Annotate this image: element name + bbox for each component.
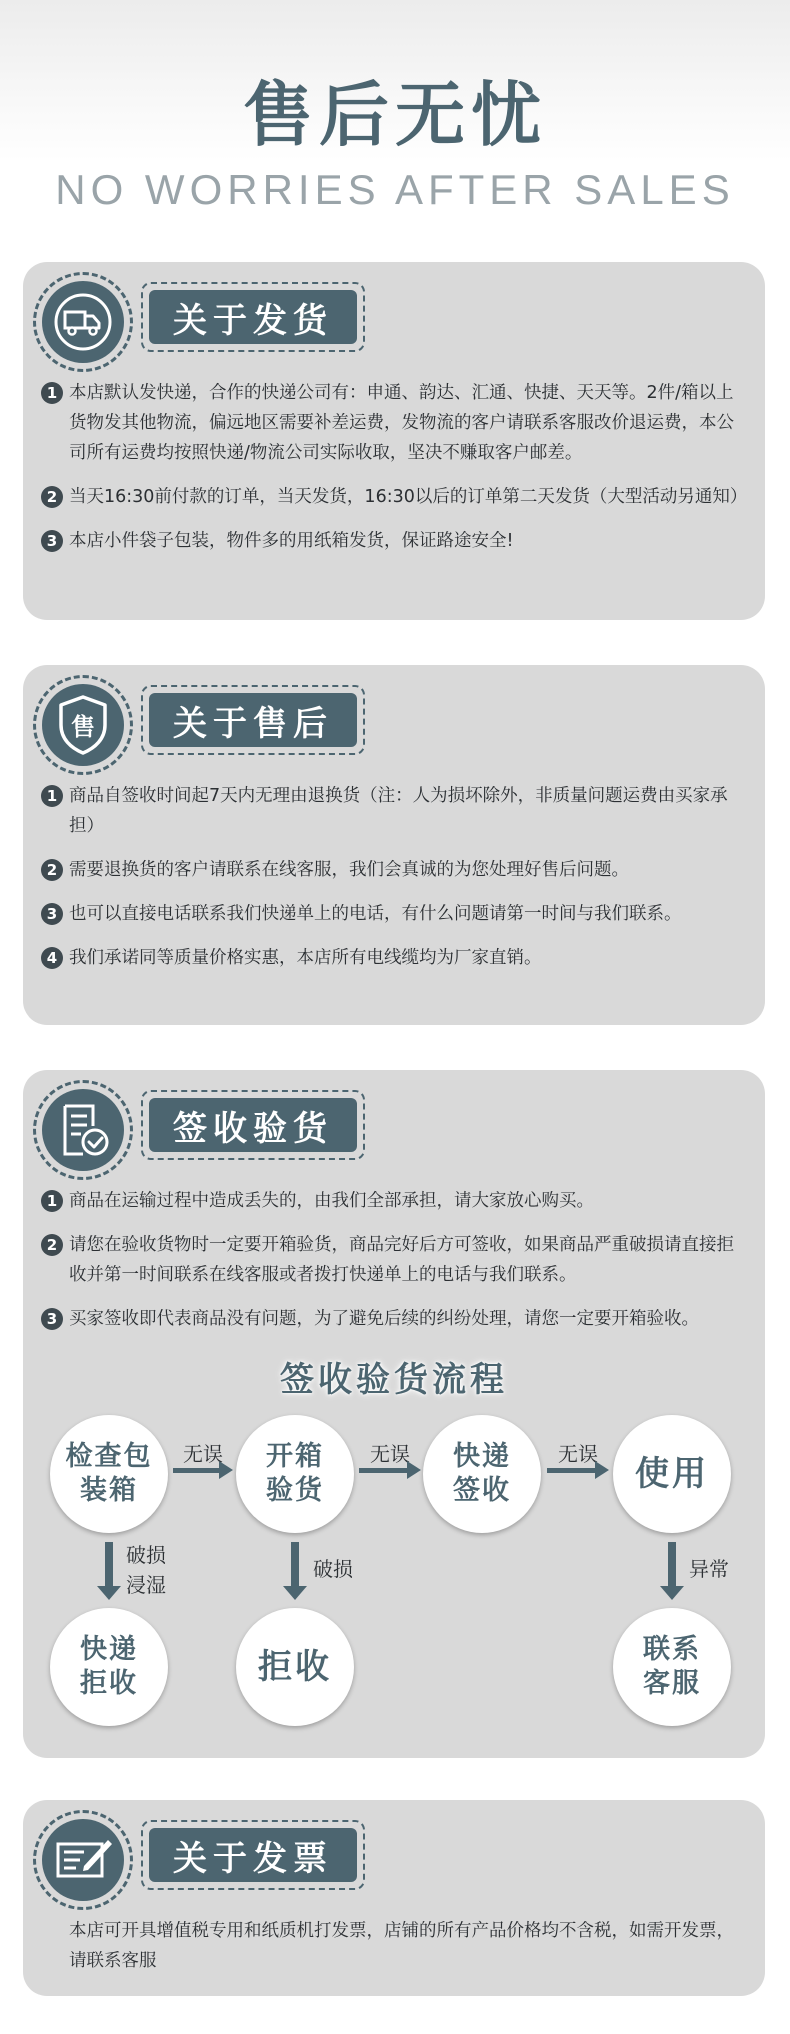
shield-icon-char: 售: [71, 713, 95, 741]
inspection-icon-badge: [33, 1080, 133, 1180]
list-item: [41, 482, 751, 512]
flow-arrow-open-to-reject: [288, 1542, 302, 1604]
item-number: 4: [41, 947, 63, 969]
inspection-title: 签收验货: [149, 1098, 357, 1152]
list-item: [41, 1186, 751, 1216]
item-number: 2: [41, 486, 63, 508]
node-label: 快递签收: [453, 1441, 511, 1506]
item-number: 3: [41, 903, 63, 925]
list-item: [41, 943, 751, 973]
list-item: [41, 899, 751, 929]
delivery-truck-icon: [53, 292, 113, 352]
item-text: 当天16:30前付款的订单，当天发货，16:30以后的订单第二天发货（大型活动另通知）: [69, 487, 748, 507]
invoice-pen-icon: [52, 1832, 114, 1888]
inspection-title-badge: [141, 1090, 365, 1160]
arrow-label: 破损: [126, 1543, 166, 1567]
item-number: 1: [41, 785, 63, 807]
flow-node-courier-reject: [50, 1608, 168, 1726]
item-number: 2: [41, 1234, 63, 1256]
list-item: [41, 526, 751, 556]
item-text: 本店默认发快递，合作的快递公司有：申通、韵达、汇通、快捷、天天等。2件/箱以上货物发其他物流，偏远地区需要补差运费，发物流的客户请联系客服改价退运费，本公司所有运费均按照快递/物流公司实际收取，坚决不赚取客户邮差。: [69, 383, 734, 463]
flow-arrow-check-to-open: [173, 1438, 233, 1478]
node-label: 快递拒收: [80, 1634, 138, 1699]
item-number: 3: [41, 1308, 63, 1330]
page-subtitle: NO WORRIES AFTER SALES: [55, 166, 735, 213]
aftersales-card: [23, 665, 765, 1025]
flow-arrow-use-to-service: [665, 1542, 679, 1604]
page-title: 售后无忧: [243, 74, 547, 156]
item-number: 1: [41, 1190, 63, 1212]
arrow-label: 无误: [558, 1442, 598, 1466]
inspection-card: [23, 1070, 765, 1758]
item-text: 本店小件袋子包装，物件多的用纸箱发货，保证路途安全!: [69, 531, 514, 551]
aftersales-icon-badge: [33, 675, 133, 775]
shipping-icon-badge: [33, 272, 133, 372]
flow-node-sign-receive: [423, 1415, 541, 1533]
list-item: [41, 1230, 751, 1290]
list-item: [41, 378, 751, 468]
flow-arrow-open-to-sign: [359, 1438, 421, 1478]
invoice-icon-badge: [33, 1810, 133, 1910]
invoice-card: [23, 1800, 765, 1996]
list-item: [41, 1304, 751, 1334]
node-label: 检查包装箱: [65, 1441, 153, 1506]
arrow-label: 浸湿: [126, 1573, 166, 1597]
invoice-title-badge: [141, 1820, 365, 1890]
invoice-text: 本店可开具增值税专用和纸质机打发票，店铺的所有产品价格均不含税，如需开发票，请联系客服: [69, 1921, 734, 1971]
list-item: [41, 781, 751, 841]
item-text: 商品自签收时间起7天内无理由退换货（注：人为损坏除外，非质量问题运费由买家承担）: [69, 786, 728, 836]
shield-icon: [53, 693, 113, 757]
item-text: 请您在验收货物时一定要开箱验货，商品完好后方可签收，如果商品严重破损请直接拒收并第一时间联系在线客服或者拨打快递单上的电话与我们联系。: [69, 1235, 734, 1285]
shipping-card: [23, 262, 765, 620]
flow-title: 签收验货流程: [280, 1360, 508, 1400]
item-text: 也可以直接电话联系我们快递单上的电话，有什么问题请第一时间与我们联系。: [69, 904, 682, 924]
flow-arrow-sign-to-use: [547, 1438, 609, 1478]
aftersales-title: 关于售后: [149, 693, 357, 747]
item-text: 需要退换货的客户请联系在线客服，我们会真诚的为您处理好售后问题。: [69, 860, 629, 880]
arrow-label: 无误: [370, 1442, 410, 1466]
node-label: 使用: [635, 1454, 709, 1494]
flow-node-use: [613, 1415, 731, 1533]
inspection-list: [41, 1186, 751, 1348]
node-label: 开箱验货: [266, 1441, 324, 1506]
invoice-title: 关于发票: [149, 1828, 357, 1882]
item-text: 我们承诺同等质量价格实惠，本店所有电线缆均为厂家直销。: [69, 948, 542, 968]
item-number: 3: [41, 530, 63, 552]
flow-arrow-check-to-return: [102, 1542, 116, 1604]
shipping-list: [41, 378, 751, 570]
list-item: [41, 855, 751, 885]
arrow-label-damaged: 破损: [313, 1557, 353, 1581]
item-text: 买家签收即代表商品没有问题，为了避免后续的纠纷处理，请您一定要开箱验收。: [69, 1309, 699, 1329]
page-header: [0, 70, 790, 218]
node-label: 拒收: [258, 1647, 332, 1687]
aftersales-title-badge: [141, 685, 365, 755]
flow-node-reject: [236, 1608, 354, 1726]
arrow-label-damaged-wet: [126, 1540, 166, 1600]
checked-document-icon: [53, 1100, 113, 1160]
flow-node-open-inspect: [236, 1415, 354, 1533]
shipping-title: 关于发货: [149, 290, 357, 344]
node-label: 联系客服: [643, 1634, 701, 1699]
flow-node-contact-service: [613, 1608, 731, 1726]
flow-node-check-package: [50, 1415, 168, 1533]
shipping-title-badge: [141, 282, 365, 352]
arrow-label-abnormal: 异常: [689, 1557, 729, 1581]
item-number: 1: [41, 382, 63, 404]
aftersales-list: [41, 781, 751, 987]
item-text: 商品在运输过程中造成丢失的，由我们全部承担，请大家放心购买。: [69, 1191, 594, 1211]
item-number: 2: [41, 859, 63, 881]
arrow-label: 无误: [183, 1442, 223, 1466]
